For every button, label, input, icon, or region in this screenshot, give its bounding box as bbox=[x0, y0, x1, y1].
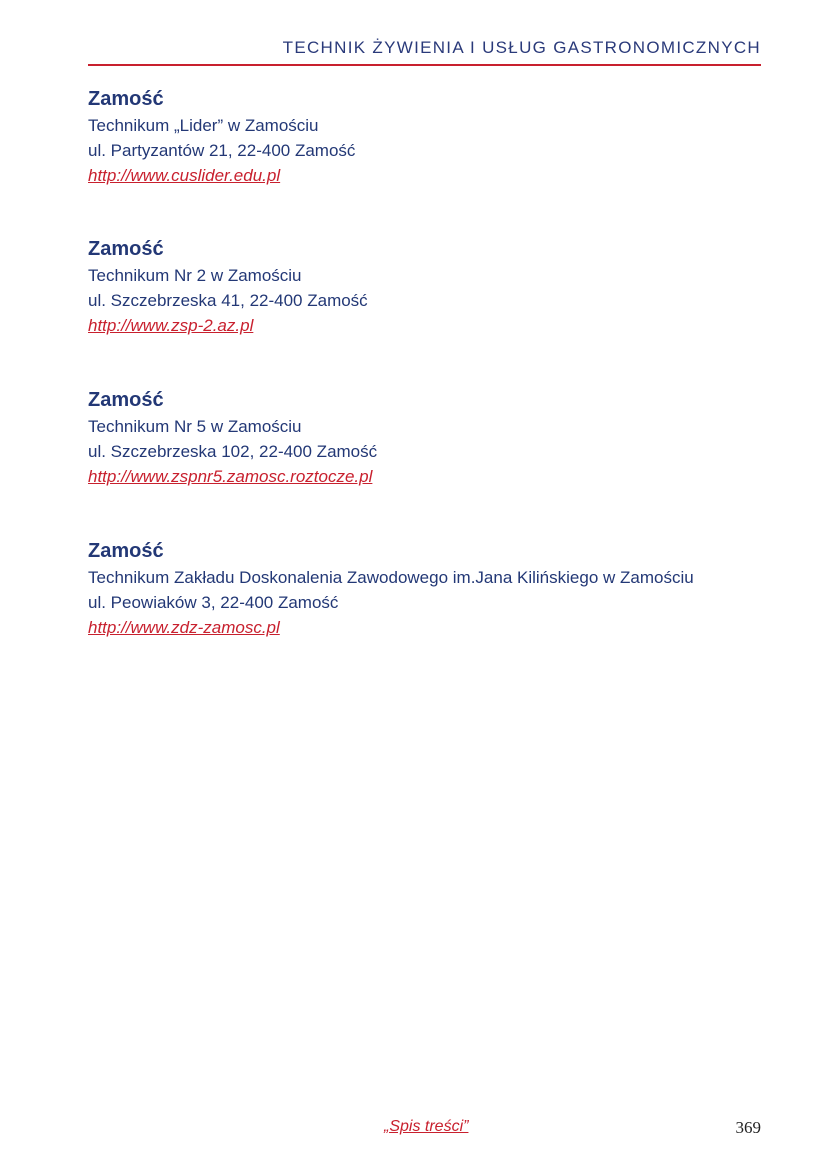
entry-city: Zamość bbox=[88, 88, 164, 110]
school-entry bbox=[88, 85, 355, 188]
entry-school-name: Technikum „Lider” w Zamościu bbox=[88, 116, 319, 135]
entry-address: ul. Peowiaków 3, 22-400 Zamość bbox=[88, 593, 339, 612]
entry-city: Zamość bbox=[88, 540, 164, 562]
entry-website-link[interactable]: http://www.cuslider.edu.pl bbox=[88, 166, 281, 185]
school-entry bbox=[88, 386, 377, 489]
entry-website-link[interactable]: http://www.zdz-zamosc.pl bbox=[88, 618, 280, 637]
entry-address: ul. Partyzantów 21, 22-400 Zamość bbox=[88, 141, 356, 160]
entry-website-link[interactable]: http://www.zsp-2.az.pl bbox=[88, 316, 254, 335]
header-divider bbox=[88, 64, 761, 66]
entry-school-name: Technikum Nr 2 w Zamościu bbox=[88, 266, 302, 285]
entry-city: Zamość bbox=[88, 238, 164, 260]
entry-school-name: Technikum Nr 5 w Zamościu bbox=[88, 417, 302, 436]
entry-address: ul. Szczebrzeska 102, 22-400 Zamość bbox=[88, 442, 378, 461]
page-number: 369 bbox=[735, 1118, 761, 1137]
entry-address: ul. Szczebrzeska 41, 22-400 Zamość bbox=[88, 291, 368, 310]
entry-school-name: Technikum Zakładu Doskonalenia Zawodowego im.Jana Kilińskiego w Zamościu bbox=[88, 568, 694, 587]
school-entry bbox=[88, 537, 694, 640]
table-of-contents-link[interactable]: „Spis treści” bbox=[384, 1118, 469, 1135]
entry-website-link[interactable]: http://www.zspnr5.zamosc.roztocze.pl bbox=[88, 467, 373, 486]
school-entry bbox=[88, 235, 368, 338]
page-header-title: TECHNIK ŻYWIENIA I USŁUG GASTRONOMICZNYCH bbox=[282, 38, 761, 57]
entry-city: Zamość bbox=[88, 389, 164, 411]
